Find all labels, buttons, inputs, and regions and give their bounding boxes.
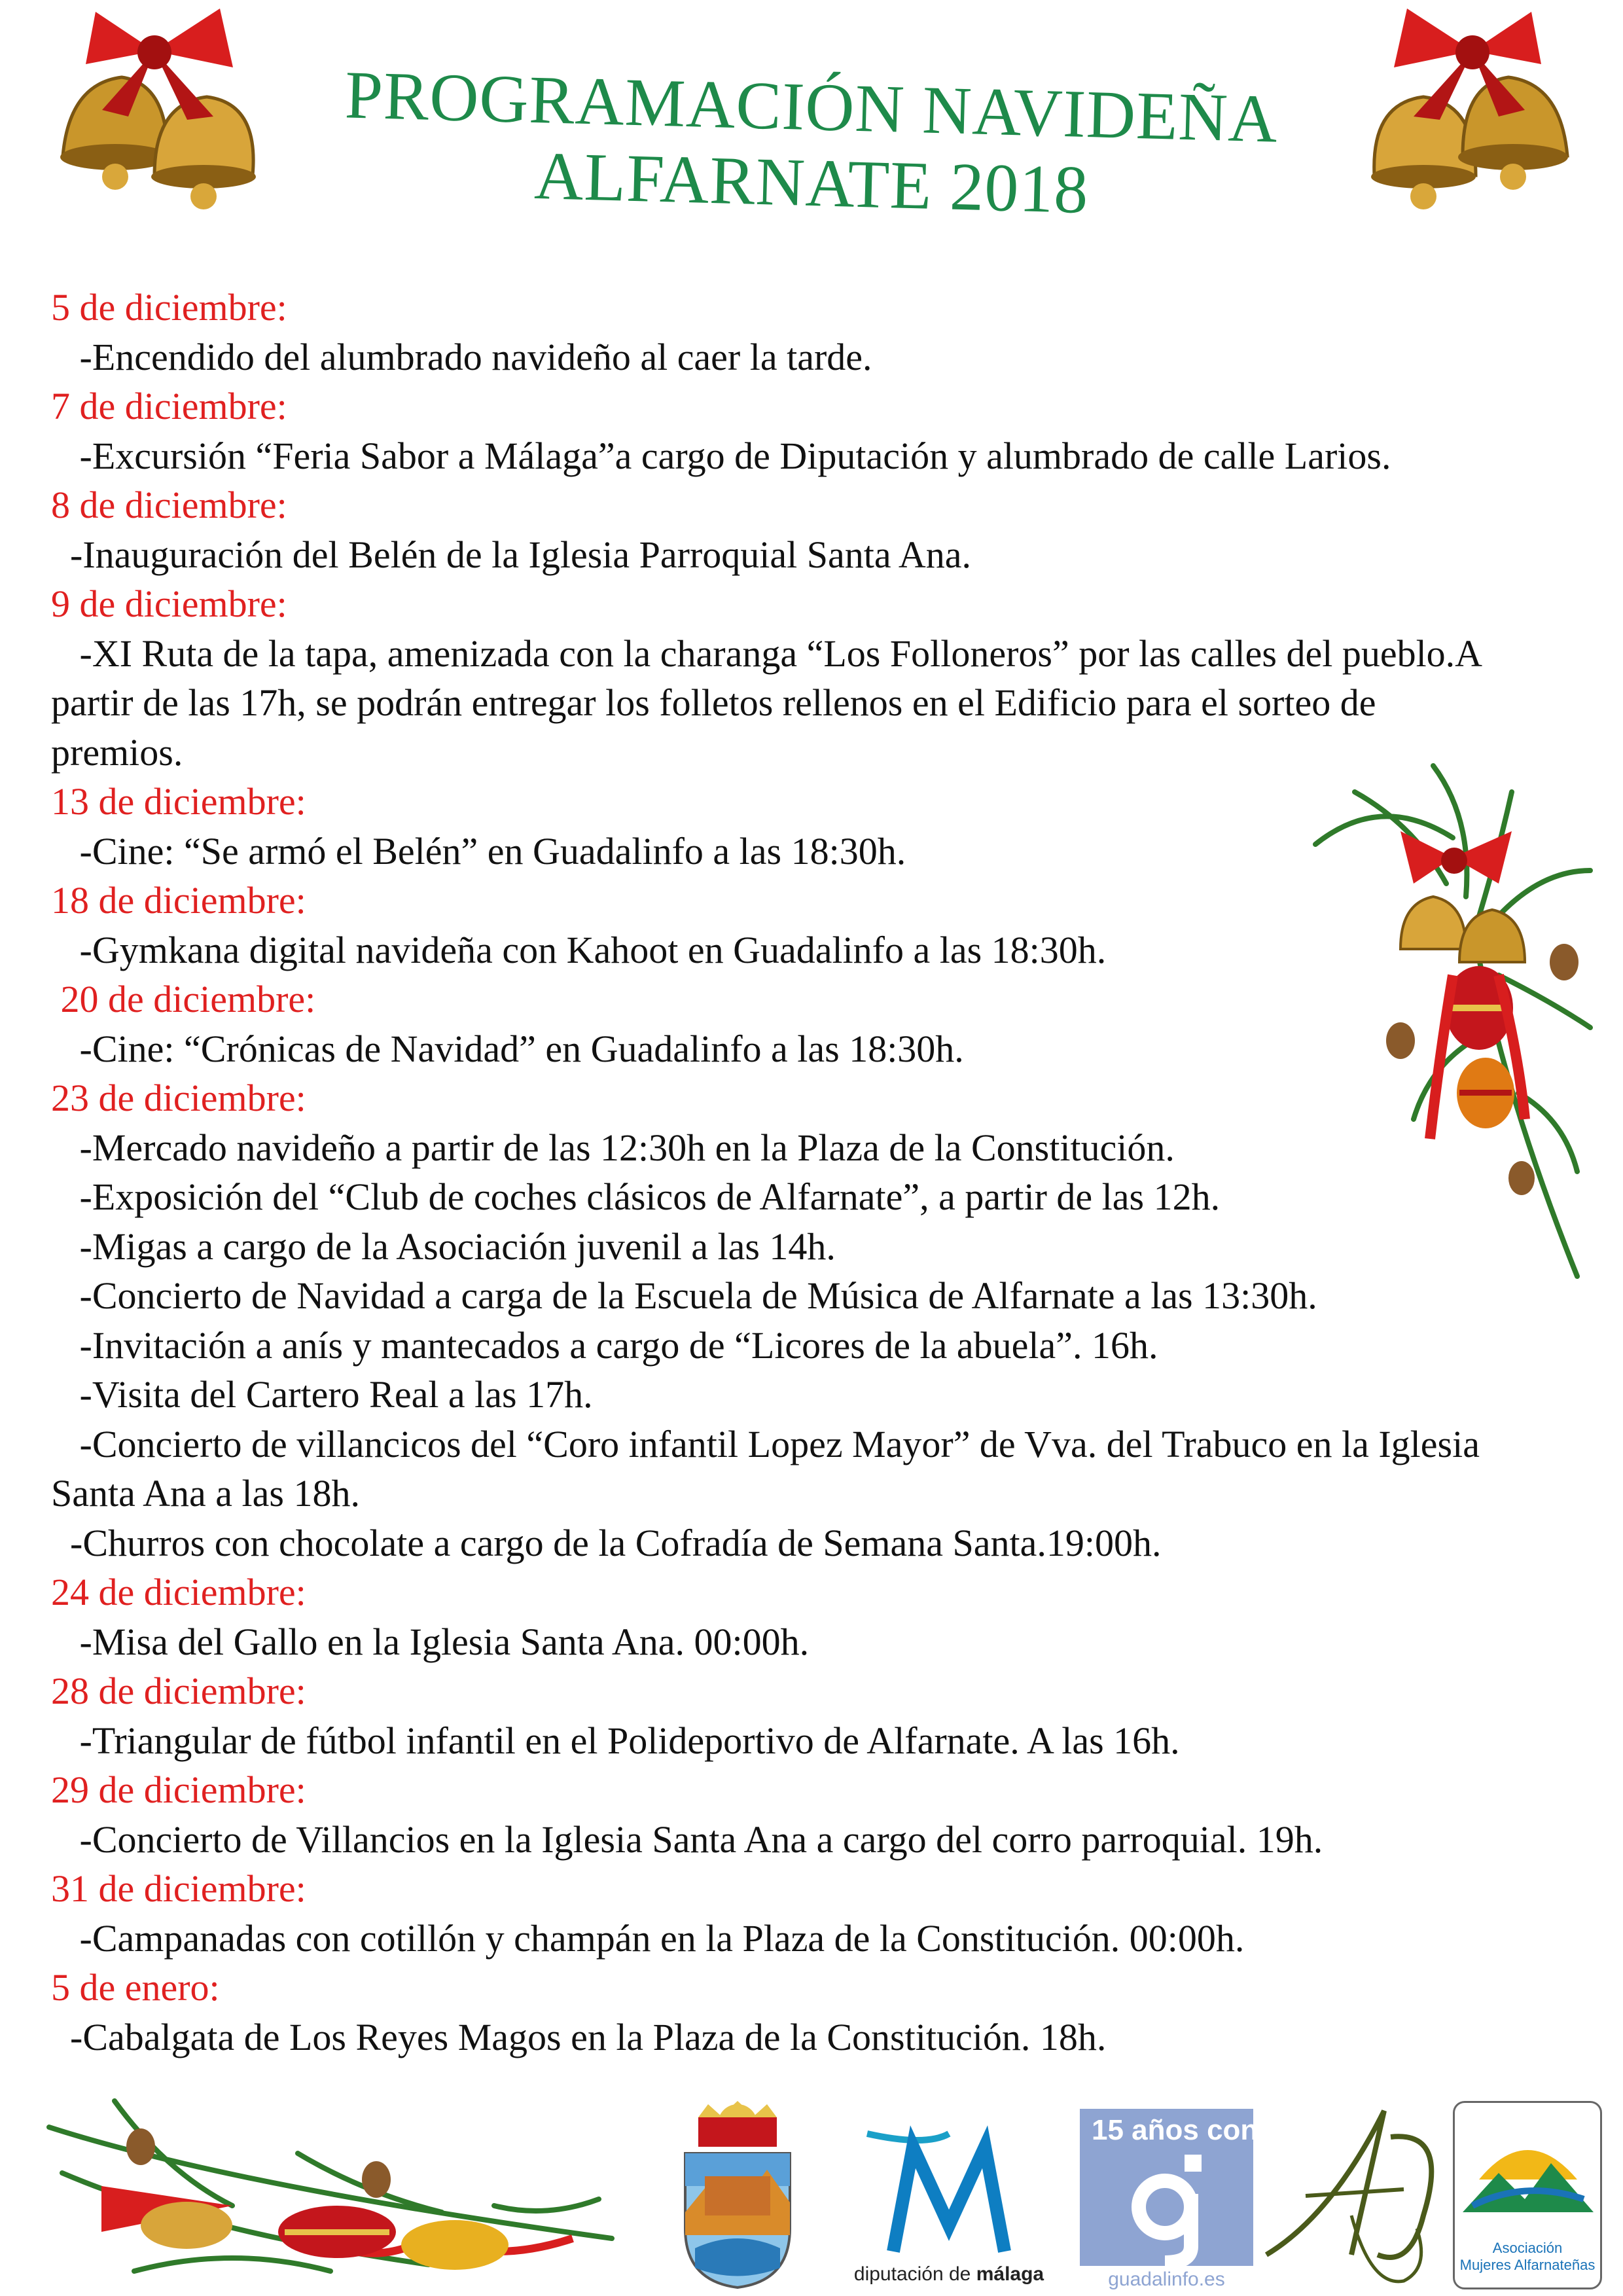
diputacion-malaga-logo: [841, 2121, 1057, 2291]
coat-of-arms-logo: [662, 2098, 813, 2291]
program-event: -Triangular de fútbol infantil en el Polideportivo de Alfarnate. A las 16h.: [51, 1719, 1180, 1762]
program-event: -Concierto de villancicos del “Coro infantil Lopez Mayor” de Vva. del Trabuco en la Iglesia Santa Ana a las 18h.: [51, 1422, 1480, 1515]
asociacion-mujeres-logo: [1453, 2101, 1603, 2291]
program-event: -Cabalgata de Los Reyes Magos en la Plaza de la Constitución. 18h.: [51, 2015, 1107, 2058]
program-date: 5 de diciembre:: [51, 286, 287, 329]
program-date: 23 de diciembre:: [51, 1077, 306, 1119]
program-event: -Migas a cargo de la Asociación juvenil a las 14h.: [51, 1225, 836, 1268]
program-event: -Gymkana digital navideña con Kahoot en Guadalinfo a las 18:30h.: [51, 928, 1107, 971]
program-event: -Churros con chocolate a cargo de la Cofradía de Semana Santa.19:00h.: [51, 1521, 1162, 1564]
program-date: 31 de diciembre:: [51, 1867, 306, 1910]
program-event: -Invitación a anís y mantecados a cargo de “Licores de la abuela”. 16h.: [51, 1323, 1158, 1367]
program-event: -Exposición del “Club de coches clásicos de Alfarnate”, a partir de las 12h.: [51, 1175, 1221, 1218]
program-event: -Cine: “Se armó el Belén” en Guadalinfo a las 18:30h.: [51, 829, 906, 872]
page-subtitle: ALFARNATE 2018: [533, 137, 1090, 228]
program-event: -Cine: “Crónicas de Navidad” en Guadalinfo a las 18:30h.: [51, 1027, 964, 1070]
program-date: 13 de diciembre:: [51, 780, 306, 823]
diputacion-label: diputación de málaga: [853, 2263, 1044, 2285]
program-event: -XI Ruta de la tapa, amenizada con la charanga “Los Folloneros” por las calles del pueblo.A partir de las 17h, se podrán entregar los folletos rellenos en el Edificio para el sorteo de premios.: [51, 632, 1480, 774]
christmas-garland-icon: [36, 2075, 625, 2294]
christmas-bells-icon: [1342, 5, 1603, 234]
program-date: 29 de diciembre:: [51, 1768, 306, 1811]
asociacion-label: Asociación Mujeres Alfarnateñas: [1459, 2240, 1596, 2273]
program-date: 9 de diciembre:: [51, 583, 287, 625]
program-event: -Misa del Gallo en la Iglesia Santa Ana. 00:00h.: [51, 1620, 810, 1663]
program-event: -Mercado navideño a partir de las 12:30h en la Plaza de la Constitución.: [51, 1126, 1175, 1169]
program-list: [51, 283, 1517, 2062]
guadalinfo-web: guadalinfo.es: [1108, 2269, 1225, 2290]
guadalinfo-logo: [1080, 2109, 1311, 2290]
program-event: -Concierto de Villancios en la Iglesia Santa Ana a cargo del corro parroquial. 19h.: [51, 1818, 1323, 1861]
program-event: -Visita del Cartero Real a las 17h.: [51, 1373, 593, 1416]
alfarnate-signature-logo: [1253, 2098, 1453, 2291]
program-event: -Concierto de Navidad a carga de la Escuela de Música de Alfarnate a las 13:30h.: [51, 1274, 1317, 1317]
program-date: 7 de diciembre:: [51, 385, 287, 427]
program-date: 24 de diciembre:: [51, 1571, 306, 1613]
guadalinfo-badge-text: 15 años contigo: [1092, 2114, 1311, 2146]
page-title: PROGRAMACIÓN NAVIDEÑA: [344, 57, 1279, 157]
program-event: -Excursión “Feria Sabor a Málaga”a cargo de Diputación y alumbrado de calle Larios.: [51, 434, 1391, 477]
program-date: 28 de diciembre:: [51, 1670, 306, 1712]
christmas-bells-icon: [24, 5, 285, 234]
program-date: 5 de enero:: [51, 1966, 220, 2009]
program-event: -Campanadas con cotillón y champán en la Plaza de la Constitución. 00:00h.: [51, 1916, 1245, 1960]
program-event: -Inauguración del Belén de la Iglesia Parroquial Santa Ana.: [51, 533, 972, 576]
program-event: -Encendido del alumbrado navideño al caer la tarde.: [51, 335, 872, 378]
guadalinfo-badge: [1080, 2109, 1311, 2266]
program-date: 20 de diciembre:: [51, 978, 316, 1020]
program-date: 8 de diciembre:: [51, 484, 287, 526]
program-date: 18 de diciembre:: [51, 879, 306, 922]
